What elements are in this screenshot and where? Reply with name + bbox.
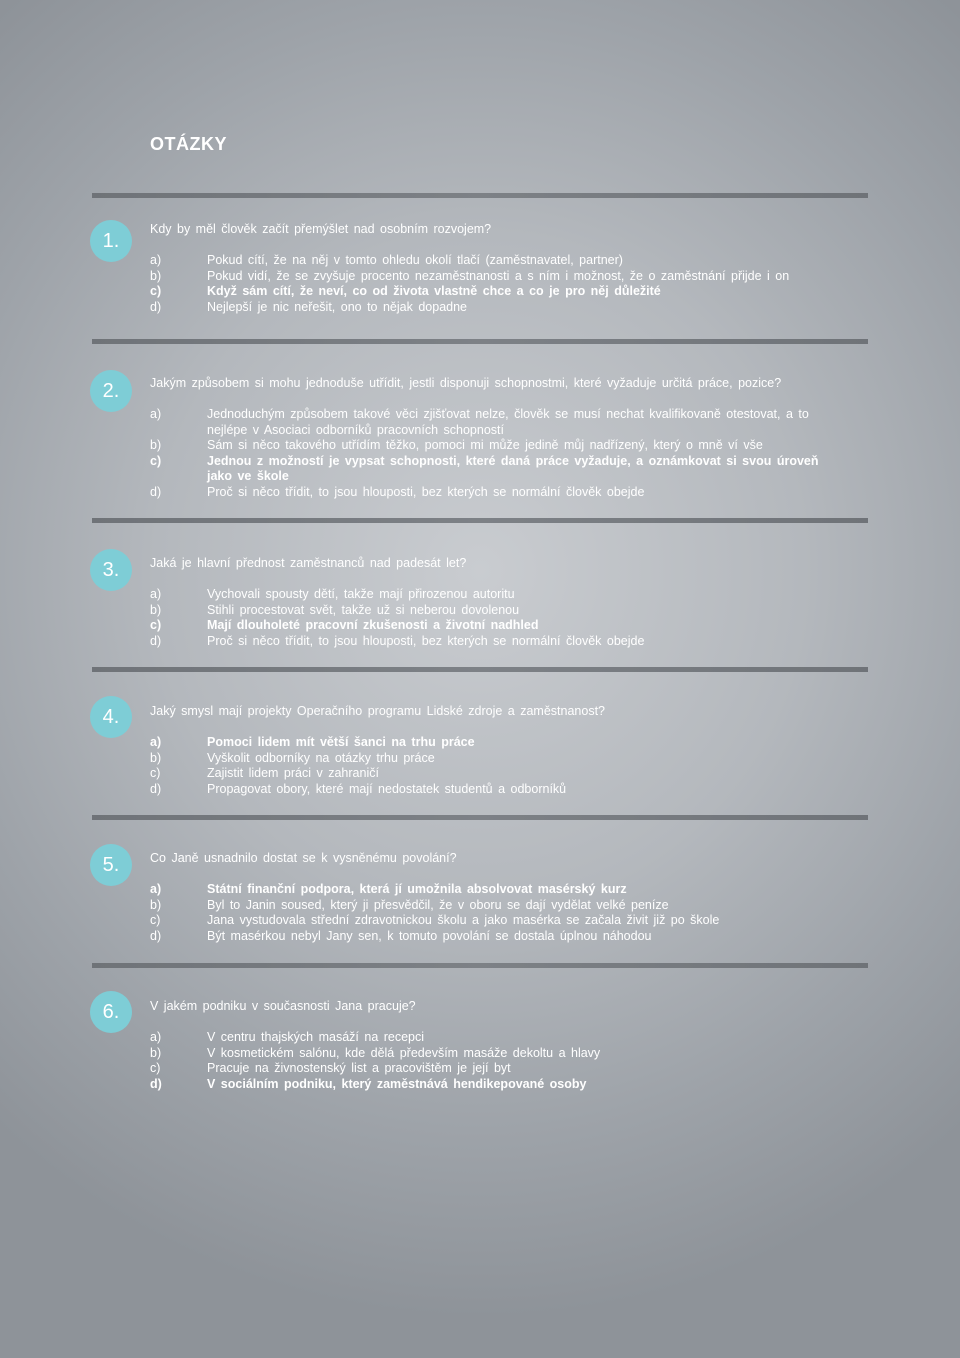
answer-d <box>150 634 877 650</box>
answer-a <box>150 587 877 603</box>
answer-letter: c) <box>150 618 162 632</box>
answer-text: Pokud vidí, že se zvyšuje procento nezaměstnanosti a s ním i možnost, že o zaměstnání přijde i on <box>207 268 790 283</box>
answer-text: V centru thajských masáží na recepci <box>207 1030 425 1044</box>
answer-text: Propagovat obory, které mají nedostatek studentů a odborníků <box>207 781 567 796</box>
answer-b <box>150 1046 877 1062</box>
answer-d <box>150 929 877 945</box>
answer-letter: c) <box>150 913 161 927</box>
answer-text: Být masérkou nebyl Jany sen, k tomuto povolání se dostala úplnou náhodou <box>207 928 652 943</box>
question-number-badge: 1. <box>90 220 132 262</box>
answer-b <box>150 898 877 914</box>
question-text: Jakým způsobem si mohu jednoduše utřídit, jestli disponuji schopnostmi, které vyžaduje určitá práce, pozice? <box>150 376 782 390</box>
question-number-badge: 4. <box>90 696 132 738</box>
question-text: Jaká je hlavní přednost zaměstnanců nad padesát let? <box>150 556 467 570</box>
question-number-badge: 5. <box>90 844 132 886</box>
answer-letter: b) <box>150 602 162 617</box>
answer-letter: b) <box>150 897 162 912</box>
answer-letter: c) <box>150 284 162 298</box>
answer-text: Nejlepší je nic neřešit, ono to nějak dopadne <box>207 299 467 314</box>
answer-text: Jana vystudovala střední zdravotnickou školu a jako masérka se začala živit již po škole <box>207 913 720 927</box>
answer-letter: a) <box>150 407 162 421</box>
answer-letter: c) <box>150 766 161 780</box>
answer-a-correct <box>150 882 877 898</box>
section-divider <box>92 667 868 672</box>
answer-c-correct <box>150 284 877 300</box>
answer-text: Pomoci lidem mít větší šanci na trhu práce <box>207 735 475 749</box>
answer-letter: d) <box>150 928 162 943</box>
answer-a-correct <box>150 735 877 751</box>
answer-text: Státní finanční podpora, která jí umožnila absolvovat masérský kurz <box>207 882 627 896</box>
answer-letter: b) <box>150 438 162 452</box>
answer-letter: a) <box>150 882 162 896</box>
answer-c <box>150 1061 877 1077</box>
question-text: V jakém podniku v současnosti Jana pracuje? <box>150 999 416 1013</box>
answer-text: Mají dlouholeté pracovní zkušenosti a životní nadhled <box>207 618 539 632</box>
answer-list <box>150 407 877 500</box>
answer-text: Sám si něco takového utřídím těžko, pomoci mi může jedině můj nadřízený, který o mně ví vše <box>207 438 763 452</box>
answer-c <box>150 766 877 782</box>
question-number-badge: 3. <box>90 549 132 591</box>
answer-letter: a) <box>150 1030 162 1044</box>
section-divider <box>92 963 868 968</box>
question-number-badge: 6. <box>90 991 132 1033</box>
answer-list <box>150 587 877 649</box>
answer-b <box>150 269 877 285</box>
question-text: Kdy by měl člověk začít přemýšlet nad osobním rozvojem? <box>150 222 492 236</box>
answer-b <box>150 603 877 619</box>
answer-letter: a) <box>150 253 162 267</box>
answer-letter: d) <box>150 633 162 648</box>
answer-list <box>150 253 877 315</box>
answer-letter: d) <box>150 1076 162 1091</box>
answer-c <box>150 913 877 929</box>
answer-text: Pokud cítí, že na něj v tomto ohledu okolí tlačí (zaměstnavatel, partner) <box>207 253 623 267</box>
answer-letter: c) <box>150 1061 161 1075</box>
answer-a <box>150 253 877 269</box>
section-divider <box>92 815 868 820</box>
answer-letter: c) <box>150 453 162 468</box>
answer-text: V kosmetickém salónu, kde dělá především masáže dekoltu a hlavy <box>207 1045 601 1060</box>
answer-text: Stihli procestovat svět, takže už si neberou dovolenou <box>207 602 520 617</box>
question-text: Co Janě usnadnilo dostat se k vysněnému povolání? <box>150 851 457 865</box>
section-divider <box>92 339 868 344</box>
page-title: OTÁZKY <box>150 134 227 154</box>
answer-text: V sociálním podniku, který zaměstnává hendikepované osoby <box>207 1076 587 1091</box>
answer-list <box>150 735 877 797</box>
answer-letter: d) <box>150 484 162 499</box>
answer-letter: b) <box>150 750 162 765</box>
answer-text: Když sám cítí, že neví, co od života vlastně chce a co je pro něj důležité <box>207 284 661 298</box>
answer-list <box>150 882 877 944</box>
answer-text: Pracuje na živnostenský list a pracovištěm je její byt <box>207 1061 511 1075</box>
section-divider <box>92 518 868 523</box>
answer-text: Jednoduchým způsobem takové věci zjišťovat nelze, člověk se musí nechat kvalifikovaně otestovat, a to nejlépe v Asociaci odborníků pracovních schopností <box>207 407 809 437</box>
answer-text: Proč si něco třídit, to jsou hlouposti, bez kterých se normální člověk obejde <box>207 633 645 648</box>
answer-text: Jednou z možností je vypsat schopnosti, které daná práce vyžaduje, a oznámkovat si svou úroveň jako ve škole <box>207 453 819 483</box>
answer-d <box>150 300 877 316</box>
answer-letter: b) <box>150 268 162 283</box>
answer-d <box>150 782 877 798</box>
answer-c-correct <box>150 454 877 485</box>
answer-d-correct <box>150 1077 877 1093</box>
answer-letter: a) <box>150 735 162 749</box>
answer-letter: d) <box>150 781 162 796</box>
answer-b <box>150 751 877 767</box>
section-divider <box>92 193 868 198</box>
answer-letter: d) <box>150 299 162 314</box>
answer-letter: a) <box>150 587 162 601</box>
answer-text: Proč si něco třídit, to jsou hlouposti, bez kterých se normální člověk obejde <box>207 484 645 499</box>
answer-text: Vyškolit odborníky na otázky trhu práce <box>207 750 435 765</box>
answer-a <box>150 1030 877 1046</box>
question-number-badge: 2. <box>90 370 132 412</box>
question-text: Jaký smysl mají projekty Operačního programu Lidské zdroje a zaměstnanost? <box>150 704 605 718</box>
answer-text: Zajistit lidem práci v zahraničí <box>207 766 379 780</box>
answer-text: Vychovali spousty dětí, takže mají přirozenou autoritu <box>207 587 515 601</box>
answer-list <box>150 1030 877 1092</box>
answer-d <box>150 485 877 501</box>
answer-b <box>150 438 877 454</box>
answer-text: Byl to Janin soused, který ji přesvědčil, že v oboru se dají vydělat velké peníze <box>207 897 669 912</box>
answer-letter: b) <box>150 1045 162 1060</box>
answer-c-correct <box>150 618 877 634</box>
answer-a <box>150 407 877 438</box>
